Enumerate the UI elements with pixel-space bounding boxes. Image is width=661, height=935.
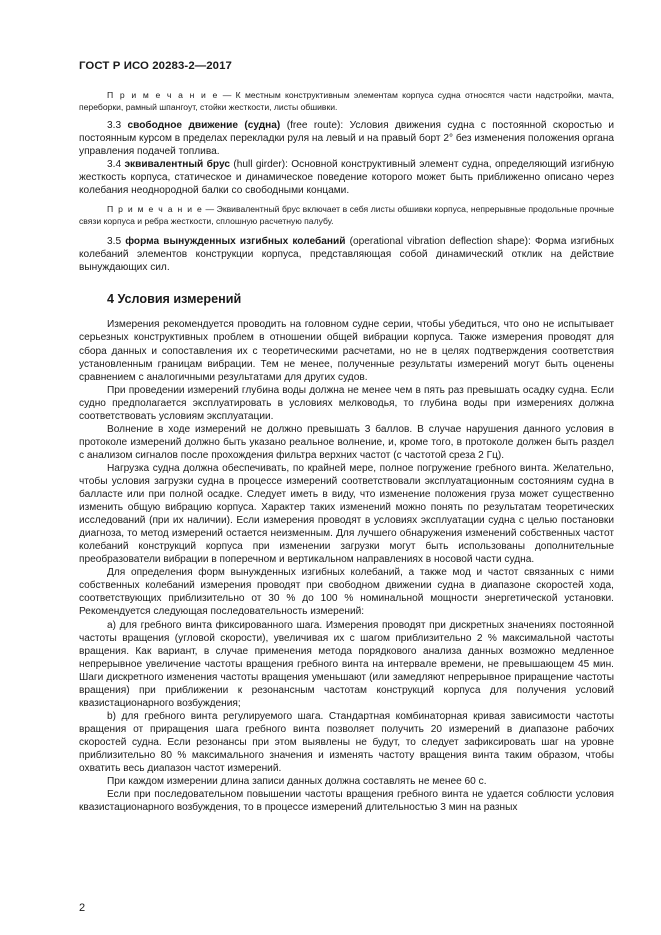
- note-label: П р и м е ч а н и е: [107, 90, 219, 100]
- definition-term: эквивалентный брус: [124, 159, 230, 171]
- definition-text: (free route): Условия движения судна с постоянной скоростью и постоянным курсом в пределах перекладки руля на левый и на правый борт 2° без изменения положения органа управления подачей топлива.: [79, 120, 614, 158]
- note-paragraph: [79, 203, 614, 227]
- body-paragraph: Измерения рекомендуется проводить на головном судне серии, чтобы убедиться, что оно не испытывает серьезных конструктивных проблем в отношении общей вибрации корпуса. Также измерения проводят для сбора данных и сопоставления их с теоретическими расчетами, но не в целях подтверждения соответствия установленным границам вибрации. Тем не менее, полученные результаты измерений могут быть оценены сравнением с аналогичными результатами для других судов.: [79, 319, 614, 383]
- body-paragraph: При каждом измерении длина записи данных должна составлять не менее 60 с.: [107, 776, 487, 788]
- note-paragraph: [79, 89, 614, 113]
- definition-number: 3.4: [107, 159, 125, 171]
- body-paragraph: Волнение в ходе измерений не должно превышать 3 баллов. В случае нарушения данного условия в протоколе измерений должно быть указано реальное волнение, и, кроме того, в протоколе должен быть раздел с анализом сигналов после прохождения фильтра верхних частот (с частотой среза 2 Гц).: [79, 423, 614, 461]
- body-paragraph: При проведении измерений глубина воды должна не менее чем в пять раз превышать осадку судна. Если судно предполагается эксплуатировать в условиях мелководья, то глубина воды при измерениях должна соответствовать условиям эксплуатации.: [79, 384, 614, 422]
- note-label: П р и м е ч а н и е: [107, 204, 203, 215]
- definition-3-5: [79, 235, 614, 274]
- list-item: а) для гребного винта фиксированного шага. Измерения проводят при дискретных значениях постоянной частоты вращения (угловой скорости), увеличивая их с шагом приблизительно 2 % максимальной частоты вращения. Как вариант, в случае применения метода порядкового анализа данных возможно медленное непрерывное увеличение частоты вращения гребного винта на интервале времени, не превышающем 45 мин. Шаги дискретного изменения частоты вращения уменьшают (или замедляют непрерывное приращение частоты вращения) при приближении к резонансным частотам конструкций корпуса для получения условий квазистационарного возбуждения;: [79, 619, 614, 709]
- definition-text: (operational vibration deflection shape): Форма изгибных колебаний элементов конструкции корпуса, представляющая собой динамический отклик на действие вынуждающих сил.: [79, 236, 614, 274]
- definition-text: (hull girder): Основной конструктивный элемент судна, определяющий изгибную жесткость корпуса, статическое и динамическое поведение которого может быть приближенно описано через колебания неоднородной балки со свободными концами.: [79, 159, 615, 197]
- definition-term: свободное движение (судна): [127, 120, 281, 131]
- body-paragraph: Нагрузка судна должна обеспечивать, по крайней мере, полное погружение гребного винта. Желательно, чтобы условия загрузки судна в процессе измерений соответствовали эксплуатационным состояниям судна в балласте или при полной осадке. Следует иметь в виду, что изменение положения груза может существенно изменить общую вибрацию корпуса. Характер таких изменений можно понять по результатам теоретических исследований (при их наличии). Если измерения проводят в условиях эксплуатации судна с целью постановки диагноза, то метод измерений остается неизменным. Для лучшего обнаружения изменений собственных частот колебаний конструкций корпуса при изменении загрузки могут быть использованы дополнительные преобразователи вибрации в поперечном и вертикальном направлениях в носовой части судна.: [79, 462, 614, 566]
- section-heading: 4 Условия измерений: [107, 292, 242, 307]
- definition-number: 3.3: [107, 120, 128, 131]
- list-item: b) для гребного винта регулируемого шага. Стандартная комбинаторная кривая зависимости частоты вращения от приращения шага гребного винта позволяет получить 20 измерений в диапазоне рабочих скоростей судна. Если резонансы при этом выявлены не будут, то следует зафиксировать шаг на уровне приблизительно 80 % максимального значения и изменять частоту вращения винта таким образом, чтобы охватить весь диапазон частот измерений.: [79, 710, 614, 775]
- definition-number: 3.5: [107, 236, 126, 248]
- definition-term: форма вынужденных изгибных колебаний: [125, 236, 346, 248]
- document-header: ГОСТ Р ИСО 20283-2—2017: [79, 60, 232, 72]
- note-text: — К местным конструктивным элементам корпуса судна относятся части надстройки, мачта, переборки, рамный шпангоут, стойки жесткости, листы обшивки.: [79, 90, 614, 112]
- note-text: — Эквивалентный брус включает в себя листы обшивки корпуса, непрерывные продольные прочные связи корпуса и ребра жесткости, сплошную расчетную палубу.: [79, 204, 614, 227]
- body-paragraph: Для определения форм вынужденных изгибных колебаний, а также мод и частот связанных с ними собственных колебаний измерения проводят при свободном движении судна в диапазоне скоростей хода, соответствующих приблизительно от 30 % до 100 % номинальной мощности энергетической установки. Рекомендуется следующая последовательность измерений:: [79, 567, 614, 618]
- page-number: 2: [79, 902, 86, 914]
- document-body: [79, 89, 614, 814]
- body-paragraph: Если при последовательном повышении частоты вращения гребного винта не удается соблюсти условия квазистационарного возбуждения, то в процессе измерений длительностью 3 мин на разных: [79, 789, 614, 814]
- definition-3-3: [79, 119, 614, 158]
- definition-3-4: [79, 158, 614, 197]
